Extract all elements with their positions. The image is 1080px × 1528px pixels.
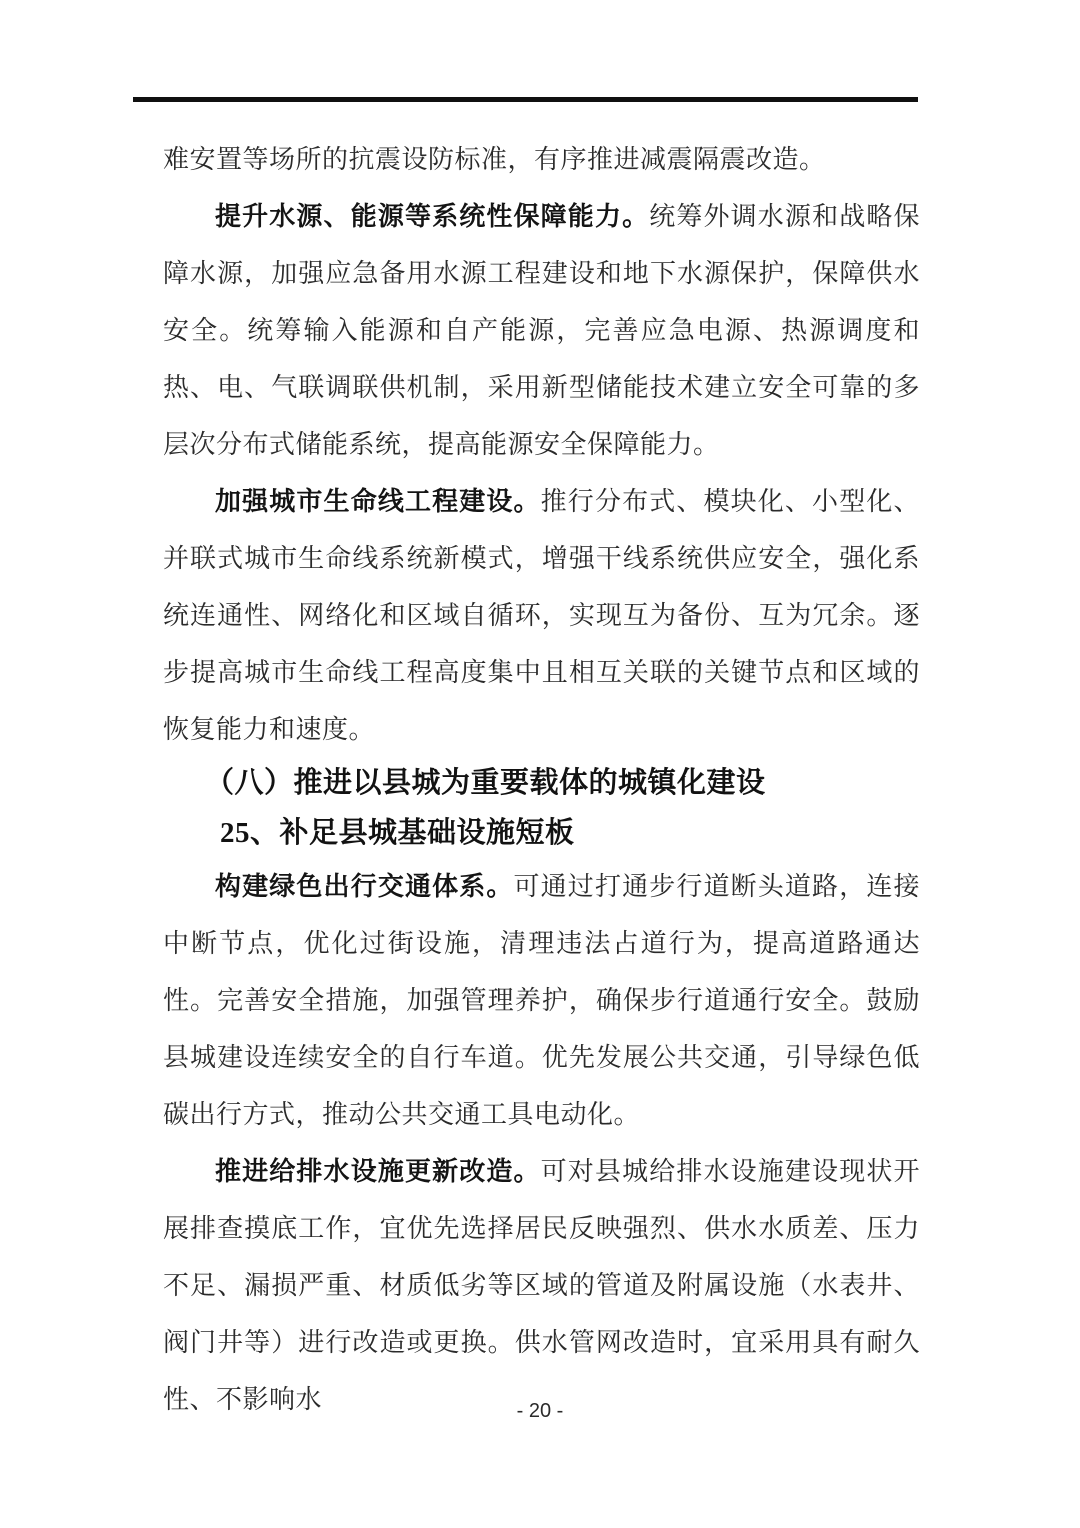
paragraph-text: 难安置等场所的抗震设防标准，有序推进减震隔震改造。 [163,145,826,174]
paragraph-continued [163,131,920,188]
paragraph-water-energy [163,188,920,473]
paragraph-lead: 构建绿色出行交通体系。 [215,872,514,901]
paragraph-text: 可通过打通步行道断头道路，连接中断节点，优化过街设施，清理违法占道行为，提高道路通达性。完善安全措施，加强管理养护，确保步行道通行安全。鼓励县城建设连续安全的自行车道。优先发展公共交通，引导绿色低碳出行方式，推动公共交通工具电动化。 [163,872,920,1129]
paragraph-green-transport [163,858,920,1143]
item-heading: 25、补足县城基础设施短板 [220,817,575,849]
page-number: - 20 - [516,1400,564,1422]
document-body [163,131,920,1428]
header-rule [133,97,918,102]
paragraph-text: 可对县城给排水设施建设现状开展排查摸底工作，宜优先选择居民反映强烈、供水水质差、压力不足、漏损严重、材质低劣等区域的管道及附属设施（水表井、阀门井等）进行改造或更换。供水管网改造时，宜采用具有耐久性、不影响水 [163,1157,920,1414]
section-heading: （八）推进以县城为重要载体的城镇化建设 [205,767,766,799]
paragraph-lead: 提升水源、能源等系统性保障能力。 [215,202,650,231]
paragraph-water-drainage [163,1143,920,1428]
paragraph-lead: 推进给排水设施更新改造。 [215,1157,541,1186]
paragraph-lifeline [163,473,920,758]
paragraph-text: 推行分布式、模块化、小型化、并联式城市生命线系统新模式，增强干线系统供应安全，强化系统连通性、网络化和区域自循环，实现互为备份、互为冗余。逐步提高城市生命线工程高度集中且相互关联的关键节点和区域的恢复能力和速度。 [163,487,920,744]
paragraph-text: 统筹外调水源和战略保障水源，加强应急备用水源工程建设和地下水源保护，保障供水安全。统筹输入能源和自产能源，完善应急电源、热源调度和热、电、气联调联供机制，采用新型储能技术建立安全可靠的多层次分布式储能系统，提高能源安全保障能力。 [163,202,920,459]
paragraph-lead: 加强城市生命线工程建设。 [215,487,541,516]
